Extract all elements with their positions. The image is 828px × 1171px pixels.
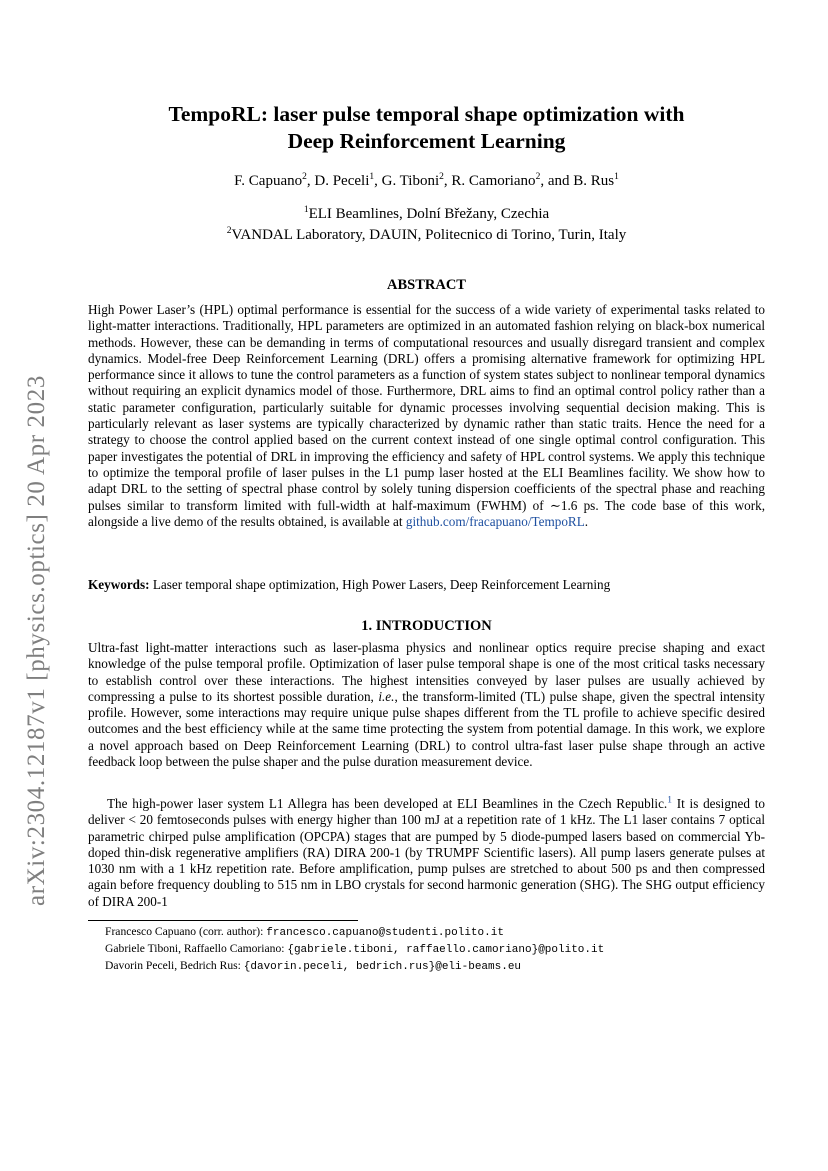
- affiliation-text: ELI Beamlines, Dolní Břežany, Czechia: [308, 206, 550, 222]
- footnote-line-3: [105, 958, 604, 975]
- footnote-label: Davorin Peceli, Bedrich Rus:: [105, 959, 244, 972]
- footnotes: [105, 924, 604, 975]
- affiliation-number: 1: [303, 205, 309, 215]
- author-affiliation-mark: 2: [535, 172, 541, 182]
- title-line-1: TempoRL: laser pulse temporal shape optimization with: [168, 102, 685, 126]
- author-list: [88, 171, 765, 191]
- paragraph-text: Ultra-fast light-matter interactions such as laser-plasma physics and nonlinear optics require precise shaping and exact knowledge of the pulse temporal profile. Optimization of laser pulse temporal shape is one of the most critical tasks necessary to establish control over these interactions. The highest intensities conveyed by laser pulses are usually achieved by compressing a pulse to its shortest possible duration,: [88, 640, 765, 704]
- footnote-line-1: [105, 924, 604, 941]
- author-separator: ,: [443, 173, 452, 189]
- author-affiliation-mark: 1: [369, 172, 375, 182]
- arxiv-identifier: arXiv:2304.12187v1 [physics.optics] 20 Apr 2023: [23, 375, 50, 906]
- affiliation-2: [88, 225, 765, 245]
- footnote-divider: [88, 920, 358, 921]
- reference-link[interactable]: 1: [667, 795, 672, 806]
- email-address: {davorin.peceli, bedrich.rus}@eli-beams.eu: [243, 961, 522, 973]
- intro-paragraph-2: [88, 796, 765, 910]
- abstract-end: .: [584, 513, 589, 529]
- section-heading-introduction: 1. INTRODUCTION: [361, 618, 492, 634]
- keywords-label: Keywords:: [88, 577, 150, 592]
- affiliation-text: VANDAL Laboratory, DAUIN, Politecnico di Torino, Turin, Italy: [231, 227, 627, 243]
- author-affiliation-mark: 2: [439, 172, 444, 182]
- email-address: {gabriele.tiboni, raffaello.camoriano}@polito.it: [287, 944, 605, 956]
- author-separator: , and: [540, 173, 574, 189]
- footnote-label: Gabriele Tiboni, Raffaello Camoriano:: [105, 942, 288, 955]
- paragraph-text: The high-power laser system L1 Allegra has been developed at ELI Beamlines in the Czech Republic.: [107, 796, 668, 811]
- code-repository-link[interactable]: github.com/fracapuano/TempoRL: [405, 513, 585, 529]
- paragraph-text: It is designed to deliver < 20 femtoseconds pulses with energy higher than 100 mJ at a repetition rate of 1 kHz. The L1 laser contains 7 optical parametric chirped pulse amplification (OPCPA) stages that are pumped by 5 diode-pumped lasers based on commercial Yb-doped thin-disk regenerative amplifiers (RA) DIRA 200-1 (by TRUMPF Scientific lasers). All pump lasers generate pulses at 1030 nm with a 1 kHz repetition rate. Before amplification, pump pulses are stretched to about 500 ps and then compressed again before frequency doubling to 515 nm in LBO crystals for second harmonic generation (SHG). The SHG output efficiency of DIRA 200-1: [88, 796, 765, 909]
- author-affiliation-mark: 2: [302, 172, 307, 182]
- abstract-heading: ABSTRACT: [387, 277, 466, 293]
- author-name: G. Tiboni: [381, 173, 440, 189]
- author-separator: ,: [374, 173, 382, 189]
- author-name: R. Camoriano: [451, 173, 536, 189]
- affiliation-number: 2: [226, 226, 232, 236]
- author-name: B. Rus: [573, 173, 615, 189]
- keywords: [88, 577, 765, 593]
- abstract-body: [88, 302, 765, 530]
- email-address: francesco.capuano@studenti.polito.it: [266, 927, 504, 939]
- footnote-line-2: [105, 941, 604, 958]
- paragraph-italic: i.e.: [378, 688, 395, 704]
- author-name: D. Peceli: [314, 173, 370, 189]
- author-affiliation-mark: 1: [614, 172, 619, 182]
- title-line-2: Deep Reinforcement Learning: [287, 129, 566, 153]
- paragraph-text: , the transform-limited (TL) pulse shape, given the spectral intensity profile. However, some interactions may require unique pulse shapes different from the TL profile to achieve specific desired outcomes and the best efficiency while at the same time protecting the system from potential damage. In this work, we explore a novel approach based on Deep Reinforcement Learning (DRL) to control ultra-fast laser pulse shape through an active feedback loop between the pulse shaper and the pulse duration measurement device.: [88, 688, 766, 770]
- affiliation-1: [88, 204, 765, 224]
- keywords-text: Laser temporal shape optimization, High Power Lasers, Deep Reinforcement Learning: [149, 577, 611, 592]
- author-name: F. Capuano: [234, 173, 303, 189]
- abstract-text: High Power Laser’s (HPL) optimal performance is essential for the success of a wide variety of experimental tasks related to light-matter interactions. Traditionally, HPL parameters are optimized in an automated fashion relying on black-box numerical methods. However, these can be demanding in terms of computational resources and usually disregard transient and complex dynamics. Model-free Deep Reinforcement Learning (DRL) offers a promising alternative framework for optimizing HPL performance since it allows to tune the control parameters as a function of system states subject to nonlinear temporal dynamics without requiring an explicit dynamics model of those. Furthermore, DRL aims to find an optimal control policy rather than a static parameter configuration, particularly suitable for dynamic processes involving sequential decision making. This is particularly relevant as laser systems are typically characterized by dynamic rather than static traits. Hence the need for a strategy to choose the control applied based on the current context instead of one single optimal control configuration. This paper investigates the potential of DRL in improving the efficiency and safety of HPL control systems. We apply this technique to optimize the temporal profile of laser pulses in the L1 pump laser hosted at the ELI Beamlines facility. We show how to adapt DRL to the setting of spectral phase control by solely tuning dispersion coefficients of the spectral phase and reaching pulses similar to transform limited with full-width at half-maximum (FWHM) of ∼1.6 ps. The code base of this work, alongside a live demo of the results obtained, is available at: [88, 302, 765, 529]
- paper-title: [88, 101, 765, 155]
- author-separator: ,: [306, 173, 315, 189]
- intro-paragraph-1: [88, 640, 765, 770]
- footnote-label: Francesco Capuano (corr. author):: [105, 925, 267, 938]
